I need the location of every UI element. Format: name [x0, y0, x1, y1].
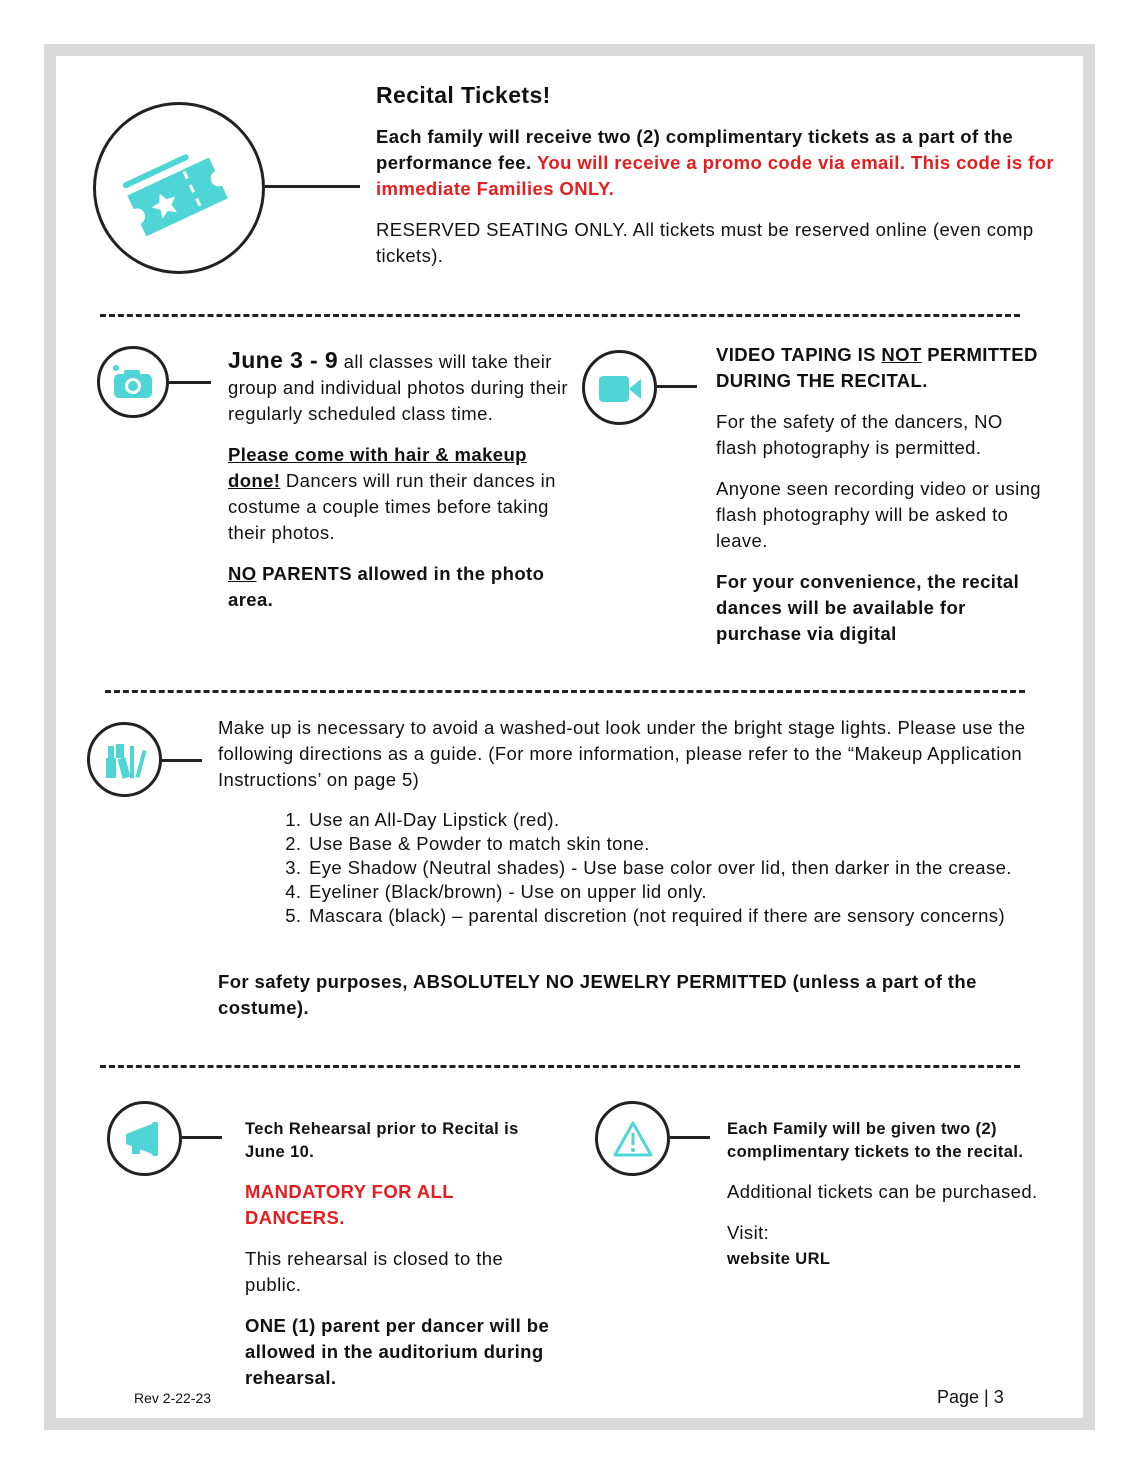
connector-line	[162, 759, 202, 762]
makeup-icon	[102, 740, 148, 780]
rehearsal-mandatory: MANDATORY FOR ALL DANCERS.	[245, 1181, 454, 1228]
makeup-icon-circle	[87, 722, 162, 797]
rehearsal-p4: ONE (1) parent per dancer will be allowed in the auditorium during rehearsal.	[245, 1315, 550, 1388]
camera-icon-circle	[97, 346, 169, 418]
tickets-p1: Each family will receive two (2) complimentary tickets as a part of the performance fee.	[376, 126, 1014, 173]
jewelry-text: For safety purposes, ABSOLUTELY NO JEWELRY PERMITTED (unless a part of the costume).	[218, 971, 977, 1018]
video-p3: For your convenience, the recital dances will be available for purchase via digital	[716, 571, 1020, 644]
tickets-title: Recital Tickets!	[376, 82, 551, 108]
camera-icon	[112, 364, 154, 400]
website-url: website URL	[727, 1250, 831, 1268]
makeup-intro: Make up is necessary to avoid a washed-out look under the bright stage lights. Please use the following directions as a guide. (For more information, please refer to the “Makeup Application Instructions’ on page 5)	[218, 717, 1026, 790]
revision-label: Rev 2-22-23	[134, 1390, 212, 1406]
video-heading: VIDEO TAPING IS	[716, 344, 876, 365]
megaphone-icon	[122, 1120, 168, 1158]
jewelry-note	[218, 969, 1038, 1021]
makeup-section	[218, 715, 1068, 808]
video-heading-2: PERMITTED DURING THE RECITAL.	[716, 344, 1038, 391]
connector-line	[657, 385, 697, 388]
video-not: NOT	[881, 344, 922, 365]
divider	[105, 690, 1025, 693]
photos-no: NO	[228, 563, 257, 584]
photos-p1: all classes will take their group and individual photos during their regularly scheduled class time.	[228, 351, 568, 424]
makeup-step: 1. Use an All-Day Lipstick (red).	[307, 808, 1085, 832]
connector-line	[169, 381, 211, 384]
video-icon-circle	[582, 350, 657, 425]
video-p1: For the safety of the dancers, NO flash photography is permitted.	[716, 411, 1003, 458]
family-p2: Additional tickets can be purchased.	[727, 1181, 1038, 1202]
rehearsal-p3: This rehearsal is closed to the public.	[245, 1248, 504, 1295]
connector-line	[265, 185, 360, 188]
rehearsal-section	[245, 1118, 555, 1406]
makeup-step: 3. Eye Shadow (Neutral shades) - Use base color over lid, then darker in the crease.	[307, 856, 1085, 880]
rehearsal-p1: Tech Rehearsal prior to Recital is June 10.	[245, 1120, 519, 1161]
tickets-promo: You will receive a promo code via email. This code is for immediate Families ONLY.	[376, 152, 1055, 199]
makeup-steps	[285, 808, 1085, 928]
warning-icon	[612, 1120, 654, 1158]
page-number: Page | 3	[937, 1387, 1004, 1407]
photos-p2: Dancers will run their dances in costume a couple times before taking their photos.	[228, 470, 556, 543]
family-p1: Each Family will be given two (2) complimentary tickets to the recital.	[727, 1120, 1024, 1161]
megaphone-icon-circle	[107, 1101, 182, 1176]
photos-hair-note: Please come with hair & makeup done!	[228, 444, 527, 491]
photos-date: June 3 - 9	[228, 347, 339, 373]
tickets-section	[376, 82, 1056, 284]
photos-section	[228, 347, 568, 628]
ticket-icon	[119, 138, 239, 238]
family-section	[727, 1118, 1067, 1272]
photos-p3: PARENTS allowed in the photo area.	[228, 563, 545, 610]
divider	[100, 314, 1020, 317]
tickets-p2: RESERVED SEATING ONLY. All tickets must be reserved online (even comp tickets).	[376, 219, 1034, 266]
warning-icon-circle	[595, 1101, 670, 1176]
makeup-step: 2. Use Base & Powder to match skin tone.	[307, 832, 1085, 856]
makeup-step: 5. Mascara (black) – parental discretion (not required if there are sensory concerns)	[307, 904, 1085, 928]
makeup-step: 4. Eyeliner (Black/brown) - Use on upper lid only.	[307, 880, 1085, 904]
visit-label: Visit:	[727, 1222, 770, 1243]
video-camera-icon	[597, 372, 643, 404]
divider	[100, 1065, 1020, 1068]
connector-line	[670, 1136, 710, 1139]
video-p2: Anyone seen recording video or using flash photography will be asked to leave.	[716, 478, 1041, 551]
video-section	[716, 342, 1046, 662]
connector-line	[182, 1136, 222, 1139]
ticket-icon-circle	[93, 102, 265, 274]
